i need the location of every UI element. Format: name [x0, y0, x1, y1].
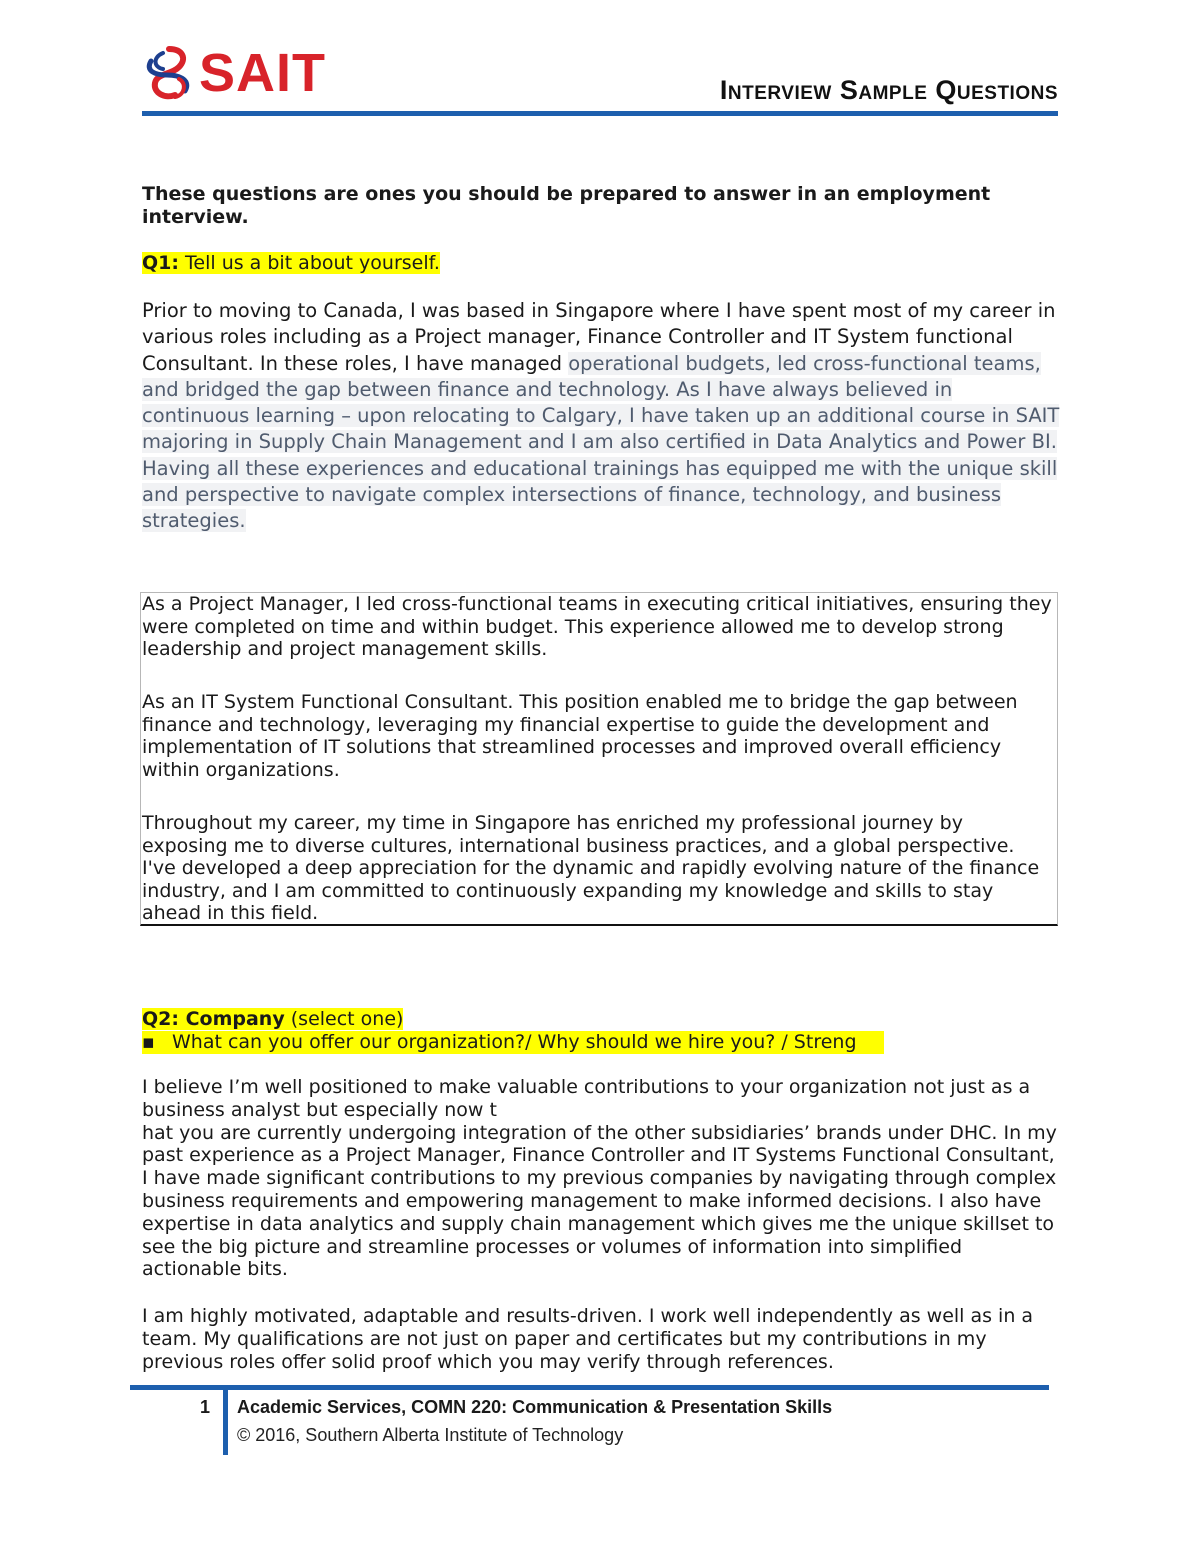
question-2-option-text: What can you offer our organization?/ Why should we hire you? / Streng: [172, 1031, 857, 1053]
answer-2-line-1: I believe I’m well positioned to make valuable contributions to your organization not just as a business analyst but especially now t: [142, 1076, 1031, 1121]
question-2-note: (select one): [284, 1008, 404, 1030]
intro-text: These questions are ones you should be prepared to answer in an employment interview.: [142, 183, 991, 228]
experience-paragraph-1: As a Project Manager, I led cross-functional teams in executing critical initiatives, ensuring they were completed on time and within budget. This experience allowed me to develop strong leadership and project management skills.: [142, 593, 1052, 661]
logo-wordmark: SAIT: [199, 43, 327, 103]
header-divider: [142, 111, 1058, 116]
answer-2-line-2: hat you are currently undergoing integration of the other subsidiaries’ brands under DHC. In my past experience as a Project Manager, Finance Controller and IT Systems Functional Consultant, I have made significant contributions to my previous companies by navigating through complex business requirements and empowering management to make informed decisions. I also have expertise in data analytics and supply chain management which gives me the unique skillset to see the big picture and streamline processes or volumes of information into simplified actionable bits.: [142, 1121, 1057, 1281]
answer-1-highlighted: operational budgets, led cross-functional teams, and bridged the gap between finance and technology. As I have always believed in continuous learning – upon relocating to Calgary, I have taken up an additional course in SAIT majoring in Supply Chain Management and I am also certified in Data Analytics and Power BI. Having all these experiences and educational trainings has equipped me with the unique skill and perspective to navigate complex intersections of finance, technology, and business strategies.: [142, 351, 1060, 533]
page-number: 1: [200, 1397, 211, 1417]
question-2: [142, 1008, 403, 1031]
answer-1: [142, 298, 1062, 535]
experience-paragraph-3: Throughout my career, my time in Singapore has enriched my professional journey by exposing me to diverse cultures, international business practices, and a global perspective. I've developed a deep appreciation for the dynamic and rapidly evolving nature of the finance industry, and I am committed to continuously expanding my knowledge and skills to stay ahead in this field.: [142, 812, 1040, 925]
question-1: [142, 252, 440, 275]
page-title: Interview Sample Questions: [719, 75, 1058, 105]
footer-vertical-bar: [223, 1390, 228, 1455]
sait-emblem-icon: [143, 45, 195, 101]
bullet-square-icon: ▪: [142, 1031, 155, 1053]
question-2-option: [142, 1031, 884, 1054]
answer-3: I am highly motivated, adaptable and results-driven. I work well independently as well as in a team. My qualifications are not just on paper and certificates but my contributions in my previous roles offer solid proof which you may verify through references.: [142, 1305, 1034, 1373]
footer-course: Academic Services, COMN 220: Communication & Presentation Skills: [237, 1397, 833, 1417]
answer-1-plain: Prior to moving to Canada, I was based in Singapore where I have spent most of my career in various roles including as a Project manager, Finance Controller and IT System functional Consultant. In these roles, I have managed: [142, 299, 1056, 375]
footer-copyright: © 2016, Southern Alberta Institute of Technology: [237, 1425, 624, 1445]
question-2-label: Q2: Company: [142, 1008, 285, 1030]
answer-2: [142, 1076, 1062, 1281]
sait-logo: [143, 44, 326, 102]
experience-paragraph-2: As an IT System Functional Consultant. This position enabled me to bridge the gap between finance and technology, leveraging my financial expertise to guide the development and implementation of IT solutions that streamlined processes and improved overall efficiency within organizations.: [142, 691, 1018, 781]
question-1-text: Tell us a bit about yourself.: [178, 252, 440, 274]
experience-box: [140, 592, 1058, 926]
footer-divider: [130, 1385, 1049, 1390]
question-1-label: Q1:: [142, 252, 179, 274]
